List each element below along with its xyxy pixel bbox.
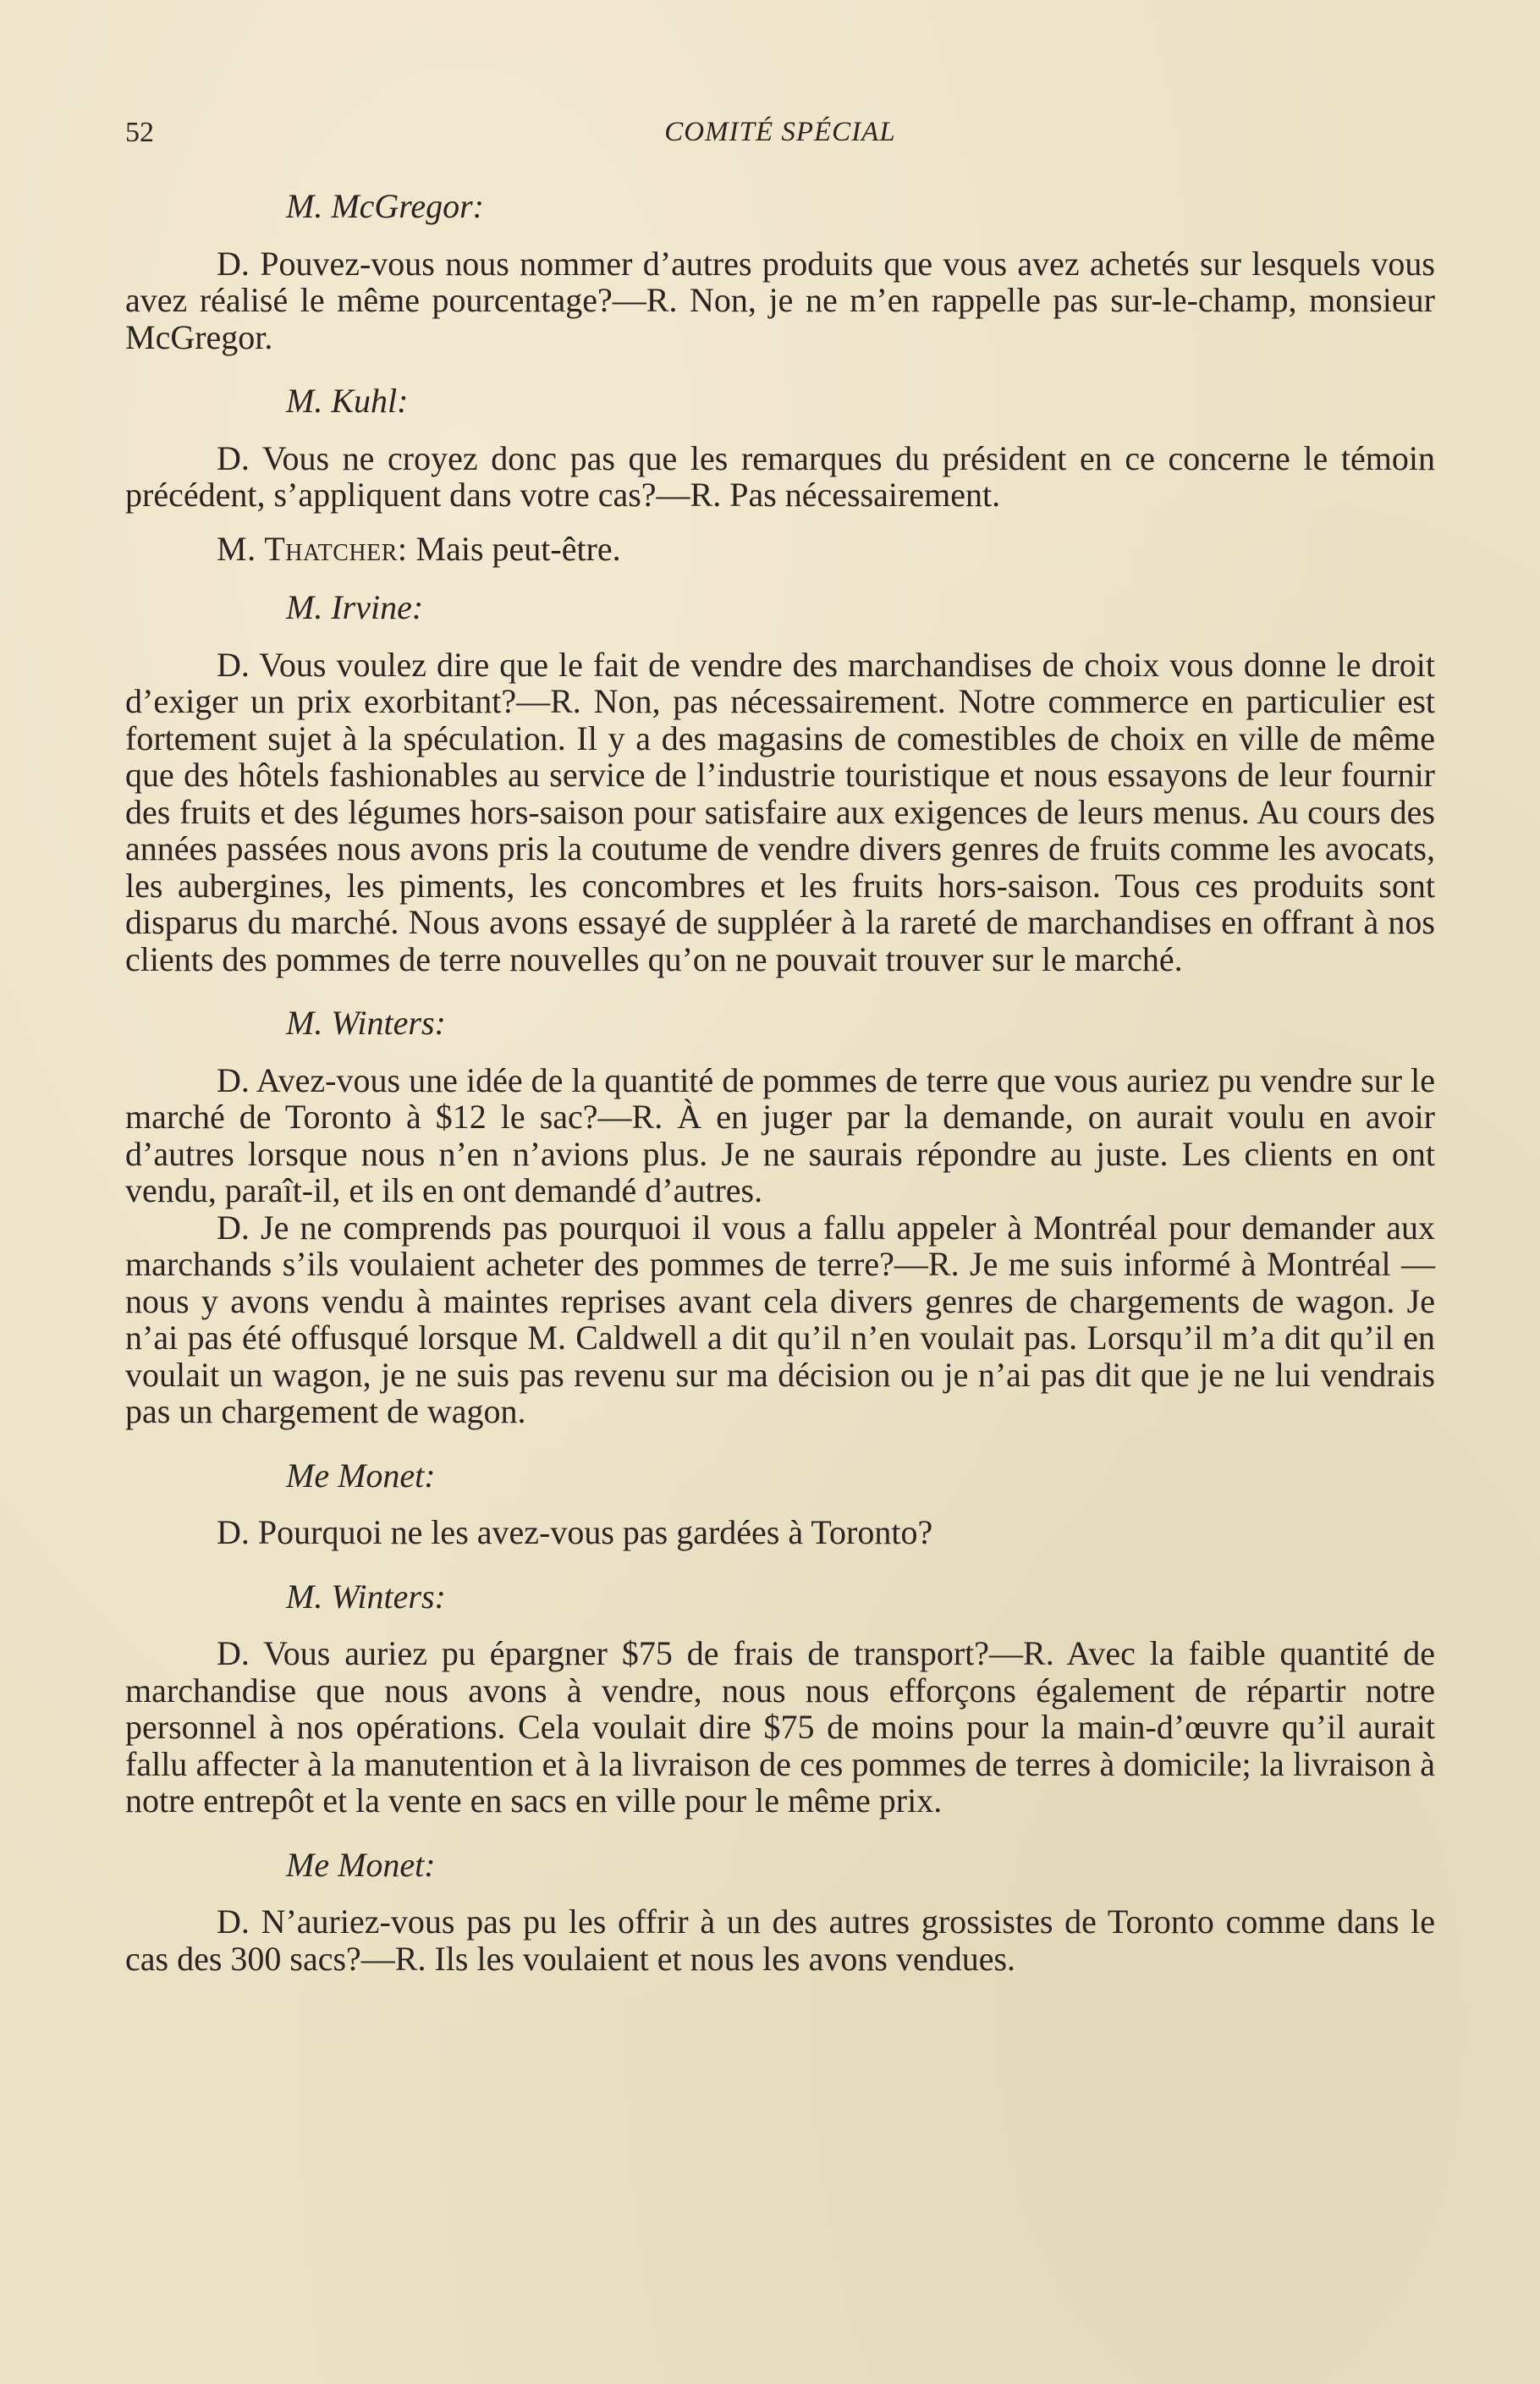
speech-text: Mais peut-être. (415, 529, 621, 568)
question-answer-paragraph: D. Vous auriez pu épargner $75 de frais de transport?—R. Avec la faible quantité de marchandise que nous avons à vendre, nous nous efforçons également de répartir notre personnel à nos opérations. Cela voulait dire $75 de moins pour la main-d’œuvre qu’il aurait fallu affecter à la manutention et à la livraison de ces pommes de terres à domicile; la livraison à notre entrepôt et la vente en sacs en ville pour le même prix. (125, 1634, 1435, 1820)
question-answer-paragraph: D. Vous voulez dire que le fait de vendre des marchandises de choix vous donne le droit d’exiger un prix exorbitant?—R. Non, pas nécessairement. Notre commerce en particulier est fortement sujet à la spéculation. Il y a des magasins de comestibles de choix en ville de même que des hôtels fashionables au service de l’industrie touristique et nous essayons de leur fournir des fruits et des légumes hors-saison pour satisfaire aux exigences de leurs menus. Au cours des années passées nous avons pris la coutume de vendre divers genres de fruits comme les avocats, les aubergines, les piments, les concombres et les fruits hors-saison. Tous ces produits sont disparus du marché. Nous avons essayé de suppléer à la rareté de marchandises en offrant à nos clients des pommes de terre nouvelles qu’on ne pouvait trouver sur le marché. (125, 645, 1435, 978)
question-answer-paragraph: D. Je ne comprends pas pourquoi il vous a fallu appeler à Montréal pour demander aux marchands s’ils voulaient acheter des pommes de terre?—R. Je me suis informé à Montréal — nous y avons vendu à maintes reprises avant cela divers genres de chargements de wagon. Je n’ai pas été offusqué lorsque M. Caldwell a dit qu’il n’en voulait pas. Lorsqu’il m’a dit qu’il en voulait un wagon, je ne suis pas revenu sur ma décision ou je n’ai pas dit que je ne lui vendrais pas un chargement de wagon. (125, 1208, 1435, 1430)
speech-line (125, 531, 1435, 568)
speaker-heading: M. Winters: (286, 1004, 446, 1042)
question-answer-paragraph: D. N’auriez-vous pas pu les offrir à un des autres grossistes de Toronto comme dans le cas des 300 sacs?—R. Ils les voulaient et nous les avons vendues. (125, 1902, 1435, 1978)
speaker-heading: M. Irvine: (286, 588, 424, 626)
page-number: 52 (125, 117, 154, 148)
question-answer-paragraph: D. Pouvez-vous nous nommer d’autres produits que vous avez achetés sur lesquels vous avez réalisé le même pourcentage?—R. Non, je ne m’en rappelle pas sur-le-champ, monsieur McGregor. (125, 244, 1435, 356)
page-header (125, 117, 1435, 159)
question-answer-paragraph: D. Pourquoi ne les avez-vous pas gardées à Toronto? (217, 1513, 933, 1551)
question-answer-paragraph: D. Vous ne croyez donc pas que les remarques du président en ce concerne le témoin précédent, s’appliquent dans votre cas?—R. Pas nécessairement. (125, 438, 1435, 514)
running-title: COMITÉ SPÉCIAL (664, 117, 896, 147)
speaker-heading: Me Monet: (286, 1456, 436, 1495)
transcript-body (125, 188, 1435, 1994)
speaker-heading: M. McGregor: (286, 187, 485, 225)
speech-speaker-name: M. Thatcher: (217, 529, 408, 568)
speaker-heading: M. Kuhl: (286, 382, 409, 420)
question-answer-paragraph: D. Avez-vous une idée de la quantité de pommes de terre que vous auriez pu vendre sur le marché de Toronto à $12 le sac?—R. À en juger par la demande, on aurait voulu en avoir d’autres lorsque nous n’en n’avions plus. Je ne saurais répondre au juste. Les clients en ont vendu, paraît-il, et ils en ont demandé d’autres. (125, 1060, 1435, 1209)
speaker-heading: M. Winters: (286, 1577, 446, 1616)
speaker-heading: Me Monet: (286, 1845, 436, 1884)
